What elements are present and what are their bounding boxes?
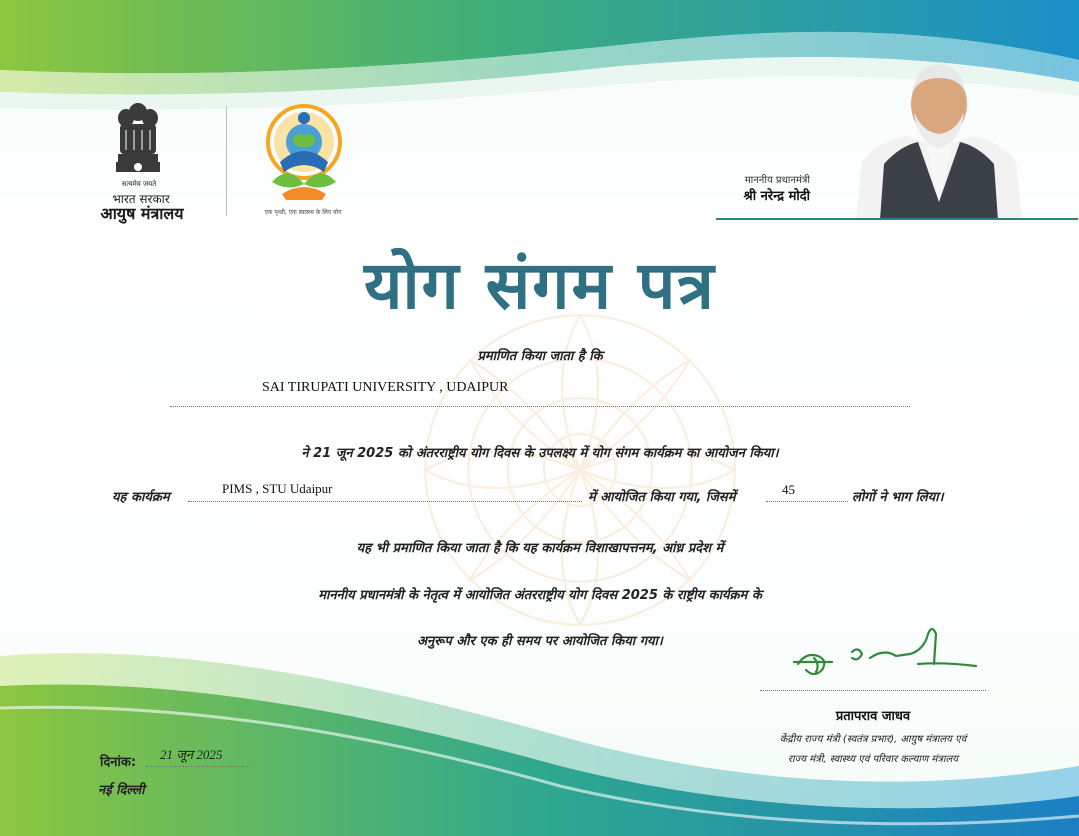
participated-text: लोगों ने भाग लिया। xyxy=(852,490,944,505)
conducted-text: में आयोजित किया गया, जिसमें xyxy=(588,490,736,505)
ministry-label: आयुष मंत्रालय xyxy=(100,204,184,223)
header-divider xyxy=(226,106,227,216)
government-label: भारत सरकार xyxy=(112,192,170,206)
yoga-day-logo-icon xyxy=(262,100,346,210)
signatory-role-line-2: राज्य मंत्री, स्वास्थ्य एवं परिवार कल्याण मंत्रालय xyxy=(787,754,959,765)
statement-paragraph-1: यह भी प्रमाणित किया जाता है कि यह कार्यक्रम विशाखापत्तनम, आंध्र प्रदेश में xyxy=(356,541,724,556)
certificate-title: योग संगम पत्र xyxy=(364,246,716,324)
venue-dotted-line xyxy=(188,501,582,502)
program-label: यह कार्यक्रम xyxy=(112,490,170,505)
yoga-logo-tagline: एक पृथ्वी, एक स्वास्थ्य के लिए योग xyxy=(264,209,342,216)
pm-portrait-image xyxy=(856,52,1022,220)
pm-title: माननीय प्रधानमंत्री xyxy=(744,175,810,186)
institution-dotted-line xyxy=(170,406,910,407)
signatory-name: प्रतापराव जाधव xyxy=(835,709,911,724)
statement-paragraph-3: अनुरूप और एक ही समय पर आयोजित किया गया। xyxy=(417,634,663,649)
date-dotted-line xyxy=(146,766,250,767)
institution-name: SAI TIRUPATI UNIVERSITY , UDAIPUR xyxy=(262,380,509,395)
certify-statement: प्रमाणित किया जाता है कि xyxy=(477,349,603,364)
emblem-motto: सत्यमेव जयते xyxy=(121,180,157,188)
venue-value: PIMS , STU Udaipur xyxy=(222,481,333,496)
signature-dotted-line xyxy=(760,690,986,691)
count-dotted-line xyxy=(766,501,848,502)
pm-name: श्री नरेन्द्र मोदी xyxy=(743,189,810,204)
signatory-designation xyxy=(740,730,1006,770)
signatory-role-line-1: केंद्रीय राज्य मंत्री (स्वतंत्र प्रभार), आयुष मंत्रालय एवं xyxy=(779,734,967,745)
event-statement: ने 21 जून 2025 को अंतरराष्ट्रीय योग दिवस के उपलक्ष्य में योग संगम कार्यक्रम का आयोजन किया। xyxy=(301,446,779,461)
pm-underline xyxy=(716,218,1078,220)
statement-paragraph-2: माननीय प्रधानमंत्री के नेतृत्व में आयोजित अंतरराष्ट्रीय योग दिवस 2025 के राष्ट्रीय कार्यक्रम के xyxy=(318,588,762,603)
place-label: नई दिल्ली xyxy=(98,783,145,798)
participant-count: 45 xyxy=(782,482,795,497)
date-value: 21 जून 2025 xyxy=(160,747,223,762)
date-label: दिनांक: xyxy=(100,755,137,770)
signature-image xyxy=(792,618,982,688)
national-emblem-icon xyxy=(112,100,164,180)
